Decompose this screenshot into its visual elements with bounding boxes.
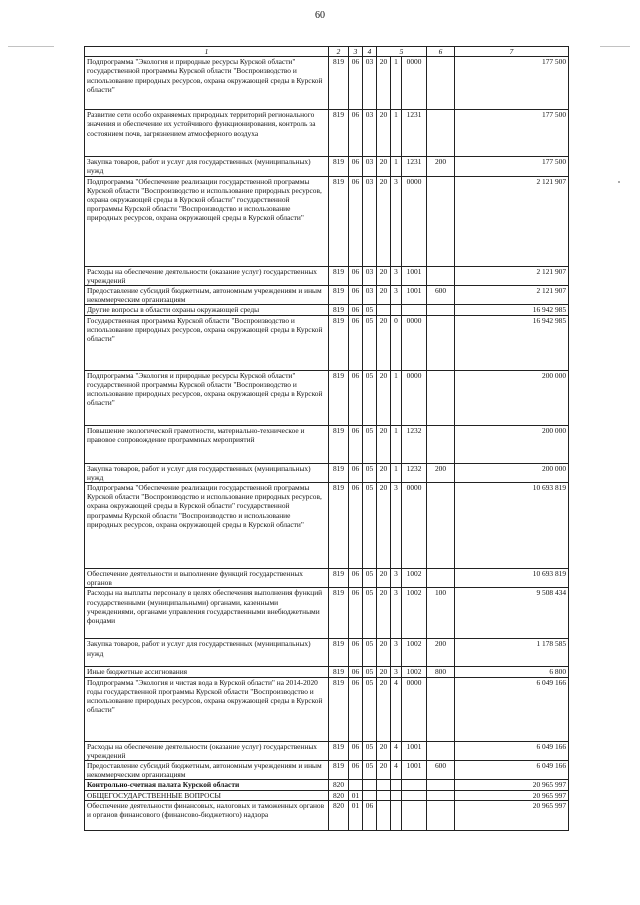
admin-code: 819: [329, 286, 349, 305]
direction-code: 1002: [402, 667, 427, 677]
row-description: Закупка товаров, работ и услуг для государственных (муниципальных) нужд: [85, 463, 329, 482]
subsection-code: 05: [363, 741, 377, 760]
scan-artifact-dot: [618, 181, 620, 183]
direction-code: 1001: [402, 741, 427, 760]
page-number: 60: [315, 10, 325, 21]
admin-code: 819: [329, 425, 349, 463]
subprogram-code: 1: [391, 370, 402, 425]
expense-type-code: 600: [427, 761, 455, 780]
program-code: 20: [377, 425, 391, 463]
admin-code: 820: [329, 790, 349, 800]
admin-code: 819: [329, 569, 349, 588]
table-row: [85, 790, 569, 800]
subprogram-code: [391, 780, 402, 790]
amount: 10 693 819: [455, 483, 569, 569]
subprogram-code: 4: [391, 741, 402, 760]
expense-type-code: [427, 425, 455, 463]
scan-artifact-right: [600, 46, 630, 47]
direction-code: 1231: [402, 110, 427, 157]
program-code: 20: [377, 157, 391, 176]
admin-code: 819: [329, 57, 349, 110]
row-description: Обеспечение деятельности финансовых, налоговых и таможенных органов и органов финансового (финансово-бюджетного) надзора: [85, 800, 329, 830]
direction-code: [402, 305, 427, 315]
program-code: 20: [377, 483, 391, 569]
subprogram-code: 3: [391, 569, 402, 588]
direction-code: 0000: [402, 57, 427, 110]
expense-type-code: [427, 741, 455, 760]
subprogram-code: 3: [391, 588, 402, 639]
expense-type-code: [427, 305, 455, 315]
direction-code: [402, 790, 427, 800]
admin-code: 819: [329, 463, 349, 482]
table-row: [85, 370, 569, 425]
row-description: Развитие сети особо охраняемых природных территорий регионального значения и обеспечение их устойчивого функционирования, контроль за состоянием почв, загрязнением атмосферного воздуха: [85, 110, 329, 157]
program-code: 20: [377, 110, 391, 157]
subprogram-code: 4: [391, 677, 402, 741]
subsection-code: 05: [363, 305, 377, 315]
subsection-code: 03: [363, 176, 377, 266]
row-description: Подпрограмма "Экология и природные ресурсы Курской области" государственной программы Курской области "Воспроизводство и использование природных ресурсов, охрана окружающей среды в Курской области": [85, 57, 329, 110]
subsection-code: 05: [363, 569, 377, 588]
program-code: 20: [377, 667, 391, 677]
program-code: 20: [377, 569, 391, 588]
subprogram-code: 3: [391, 667, 402, 677]
table-row: [85, 667, 569, 677]
section-code: 06: [349, 286, 363, 305]
row-description: Предоставление субсидий бюджетным, автономным учреждениям и иным некоммерческим организациям: [85, 286, 329, 305]
admin-code: 819: [329, 483, 349, 569]
row-description: Закупка товаров, работ и услуг для государственных (муниципальных) нужд: [85, 157, 329, 176]
section-code: 06: [349, 110, 363, 157]
direction-code: [402, 800, 427, 830]
program-code: 20: [377, 370, 391, 425]
subprogram-code: 1: [391, 157, 402, 176]
subsection-code: 05: [363, 483, 377, 569]
row-description: Обеспечение деятельности и выполнение функций государственных органов: [85, 569, 329, 588]
table-row: [85, 176, 569, 266]
amount: 6 049 166: [455, 741, 569, 760]
expense-type-code: [427, 780, 455, 790]
subsection-code: 05: [363, 677, 377, 741]
direction-code: 1231: [402, 157, 427, 176]
scan-artifact-left: [8, 46, 54, 47]
column-number-row: [85, 47, 569, 57]
row-description: Закупка товаров, работ и услуг для государственных (муниципальных) нужд: [85, 639, 329, 667]
column-header-5: 5: [377, 47, 427, 57]
admin-code: 819: [329, 677, 349, 741]
program-code: 20: [377, 57, 391, 110]
section-code: 06: [349, 370, 363, 425]
section-code: 06: [349, 425, 363, 463]
subprogram-code: 3: [391, 483, 402, 569]
subprogram-code: 3: [391, 286, 402, 305]
section-code: [349, 780, 363, 790]
amount: 200 000: [455, 463, 569, 482]
table-row: [85, 483, 569, 569]
admin-code: 819: [329, 741, 349, 760]
section-code: 06: [349, 639, 363, 667]
row-description: Повышение экологической грамотности, материально-техническое и правовое сопровождение программных мероприятий: [85, 425, 329, 463]
program-code: 20: [377, 677, 391, 741]
row-description: Расходы на обеспечение деятельности (оказание услуг) государственных учреждений: [85, 266, 329, 285]
admin-code: 819: [329, 176, 349, 266]
subprogram-code: 3: [391, 176, 402, 266]
direction-code: 1001: [402, 266, 427, 285]
section-code: 06: [349, 305, 363, 315]
subprogram-code: 3: [391, 266, 402, 285]
direction-code: 0000: [402, 176, 427, 266]
subprogram-code: 1: [391, 57, 402, 110]
expense-type-code: 200: [427, 639, 455, 667]
section-code: 01: [349, 790, 363, 800]
expense-type-code: [427, 800, 455, 830]
direction-code: 0000: [402, 483, 427, 569]
program-code: 20: [377, 176, 391, 266]
row-description: Расходы на выплаты персоналу в целях обеспечения выполнения функций государственными (муниципальными) органами, казенными учреждениями, органами управления государственными внебюджетными фондами: [85, 588, 329, 639]
subprogram-code: 4: [391, 761, 402, 780]
subsection-code: 05: [363, 315, 377, 370]
program-code: 20: [377, 639, 391, 667]
subsection-code: 05: [363, 639, 377, 667]
amount: 2 121 907: [455, 286, 569, 305]
row-description: Подпрограмма "Обеспечение реализации государственной программы Курской области "Воспроизводство и использование природных ресурсов, охрана окружающей среды в Курской области" государственной программы Курской области "Воспроизводство и использование природных ресурсов, охрана окружающей среды в Курской области": [85, 176, 329, 266]
expense-type-code: [427, 569, 455, 588]
subprogram-code: 3: [391, 639, 402, 667]
amount: 200 000: [455, 425, 569, 463]
amount: 6 800: [455, 667, 569, 677]
section-code: 06: [349, 761, 363, 780]
section-code: 06: [349, 176, 363, 266]
row-description: Расходы на обеспечение деятельности (оказание услуг) государственных учреждений: [85, 741, 329, 760]
table-row: [85, 800, 569, 830]
row-description: Контрольно-счетная палата Курской области: [85, 780, 329, 790]
expense-type-code: 600: [427, 286, 455, 305]
expense-type-code: [427, 370, 455, 425]
subprogram-code: [391, 790, 402, 800]
table-body: [85, 57, 569, 831]
amount: 6 049 166: [455, 761, 569, 780]
admin-code: 819: [329, 266, 349, 285]
row-description: Государственная программа Курской области "Воспроизводство и использование природных ресурсов, охрана окружающей среды в Курской области": [85, 315, 329, 370]
amount: 20 965 997: [455, 790, 569, 800]
program-code: [377, 790, 391, 800]
amount: 177 500: [455, 57, 569, 110]
row-description: ОБЩЕГОСУДАРСТВЕННЫЕ ВОПРОСЫ: [85, 790, 329, 800]
program-code: [377, 780, 391, 790]
column-header-4: 4: [363, 47, 377, 57]
table-row: [85, 569, 569, 588]
table-row: [85, 677, 569, 741]
amount: 20 965 997: [455, 800, 569, 830]
table-row: [85, 266, 569, 285]
program-code: 20: [377, 588, 391, 639]
expense-type-code: [427, 110, 455, 157]
expense-type-code: 200: [427, 463, 455, 482]
table-row: [85, 463, 569, 482]
table-row: [85, 286, 569, 305]
subsection-code: 03: [363, 157, 377, 176]
expense-type-code: [427, 57, 455, 110]
admin-code: 819: [329, 761, 349, 780]
column-header-2: 2: [329, 47, 349, 57]
amount: 16 942 985: [455, 305, 569, 315]
expense-type-code: 100: [427, 588, 455, 639]
section-code: 06: [349, 315, 363, 370]
direction-code: 1002: [402, 588, 427, 639]
row-description: Подпрограмма "Обеспечение реализации государственной программы Курской области "Воспроизводство и использование природных ресурсов, охрана окружающей среды в Курской области" государственной программы Курской области "Воспроизводство и использование природных ресурсов, охрана окружающей среды в Курской области": [85, 483, 329, 569]
table-row: [85, 761, 569, 780]
section-code: 06: [349, 569, 363, 588]
subsection-code: 05: [363, 425, 377, 463]
table-row: [85, 780, 569, 790]
table-row: [85, 57, 569, 110]
subsection-code: 05: [363, 761, 377, 780]
column-header-7: 7: [455, 47, 569, 57]
subsection-code: 05: [363, 588, 377, 639]
direction-code: 1001: [402, 761, 427, 780]
subsection-code: 03: [363, 110, 377, 157]
direction-code: 0000: [402, 370, 427, 425]
subsection-code: 05: [363, 463, 377, 482]
section-code: 06: [349, 588, 363, 639]
direction-code: 1232: [402, 425, 427, 463]
expense-type-code: [427, 266, 455, 285]
subsection-code: 05: [363, 370, 377, 425]
amount: 1 178 585: [455, 639, 569, 667]
row-description: Предоставление субсидий бюджетным, автономным учреждениям и иным некоммерческим организациям: [85, 761, 329, 780]
expense-type-code: 200: [427, 157, 455, 176]
program-code: [377, 305, 391, 315]
section-code: 06: [349, 266, 363, 285]
expense-type-code: [427, 315, 455, 370]
admin-code: 819: [329, 110, 349, 157]
direction-code: [402, 780, 427, 790]
amount: 2 121 907: [455, 266, 569, 285]
amount: 10 693 819: [455, 569, 569, 588]
admin-code: 819: [329, 157, 349, 176]
table-row: [85, 157, 569, 176]
amount: 9 508 434: [455, 588, 569, 639]
section-code: 01: [349, 800, 363, 830]
subprogram-code: [391, 800, 402, 830]
table-row: [85, 425, 569, 463]
table-row: [85, 639, 569, 667]
program-code: 20: [377, 315, 391, 370]
column-header-1: 1: [85, 47, 329, 57]
column-header-6: 6: [427, 47, 455, 57]
expense-type-code: [427, 483, 455, 569]
section-code: 06: [349, 463, 363, 482]
section-code: 06: [349, 741, 363, 760]
amount: 6 049 166: [455, 677, 569, 741]
expense-type-code: 800: [427, 667, 455, 677]
budget-table: [84, 46, 569, 831]
subsection-code: 06: [363, 800, 377, 830]
amount: 20 965 997: [455, 780, 569, 790]
amount: 2 121 907: [455, 176, 569, 266]
column-header-3: 3: [349, 47, 363, 57]
expense-type-code: [427, 790, 455, 800]
section-code: 06: [349, 483, 363, 569]
amount: 16 942 985: [455, 315, 569, 370]
subsection-code: 03: [363, 57, 377, 110]
admin-code: 820: [329, 780, 349, 790]
admin-code: 819: [329, 639, 349, 667]
subsection-code: 05: [363, 667, 377, 677]
table-row: [85, 588, 569, 639]
row-description: Подпрограмма "Экология и чистая вода в Курской области" на 2014-2020 годы государственной программы Курской области "Воспроизводство и использование природных ресурсов, охрана окружающей среды в Курской области": [85, 677, 329, 741]
direction-code: 1002: [402, 569, 427, 588]
direction-code: 0000: [402, 315, 427, 370]
section-code: 06: [349, 57, 363, 110]
expense-type-code: [427, 176, 455, 266]
admin-code: 819: [329, 315, 349, 370]
expense-type-code: [427, 677, 455, 741]
subprogram-code: [391, 305, 402, 315]
program-code: 20: [377, 286, 391, 305]
admin-code: 819: [329, 588, 349, 639]
subsection-code: [363, 780, 377, 790]
subprogram-code: 1: [391, 463, 402, 482]
subprogram-code: 1: [391, 425, 402, 463]
table-row: [85, 741, 569, 760]
program-code: 20: [377, 463, 391, 482]
table-row: [85, 305, 569, 315]
table-row: [85, 110, 569, 157]
direction-code: 1002: [402, 639, 427, 667]
direction-code: 1001: [402, 286, 427, 305]
amount: 177 500: [455, 157, 569, 176]
section-code: 06: [349, 677, 363, 741]
section-code: 06: [349, 667, 363, 677]
program-code: 20: [377, 761, 391, 780]
row-description: Подпрограмма "Экология и природные ресурсы Курской области" государственной программы Курской области "Воспроизводство и использование природных ресурсов, охрана окружающей среды в Курской области": [85, 370, 329, 425]
admin-code: 819: [329, 370, 349, 425]
amount: 177 500: [455, 110, 569, 157]
program-code: 20: [377, 266, 391, 285]
subsection-code: 03: [363, 266, 377, 285]
subprogram-code: 0: [391, 315, 402, 370]
direction-code: 0000: [402, 677, 427, 741]
admin-code: 819: [329, 305, 349, 315]
subsection-code: [363, 790, 377, 800]
amount: 200 000: [455, 370, 569, 425]
admin-code: 819: [329, 667, 349, 677]
program-code: [377, 800, 391, 830]
section-code: 06: [349, 157, 363, 176]
admin-code: 820: [329, 800, 349, 830]
direction-code: 1232: [402, 463, 427, 482]
program-code: 20: [377, 741, 391, 760]
subprogram-code: 1: [391, 110, 402, 157]
row-description: Иные бюджетные ассигнования: [85, 667, 329, 677]
row-description: Другие вопросы в области охраны окружающей среды: [85, 305, 329, 315]
subsection-code: 03: [363, 286, 377, 305]
table-row: [85, 315, 569, 370]
